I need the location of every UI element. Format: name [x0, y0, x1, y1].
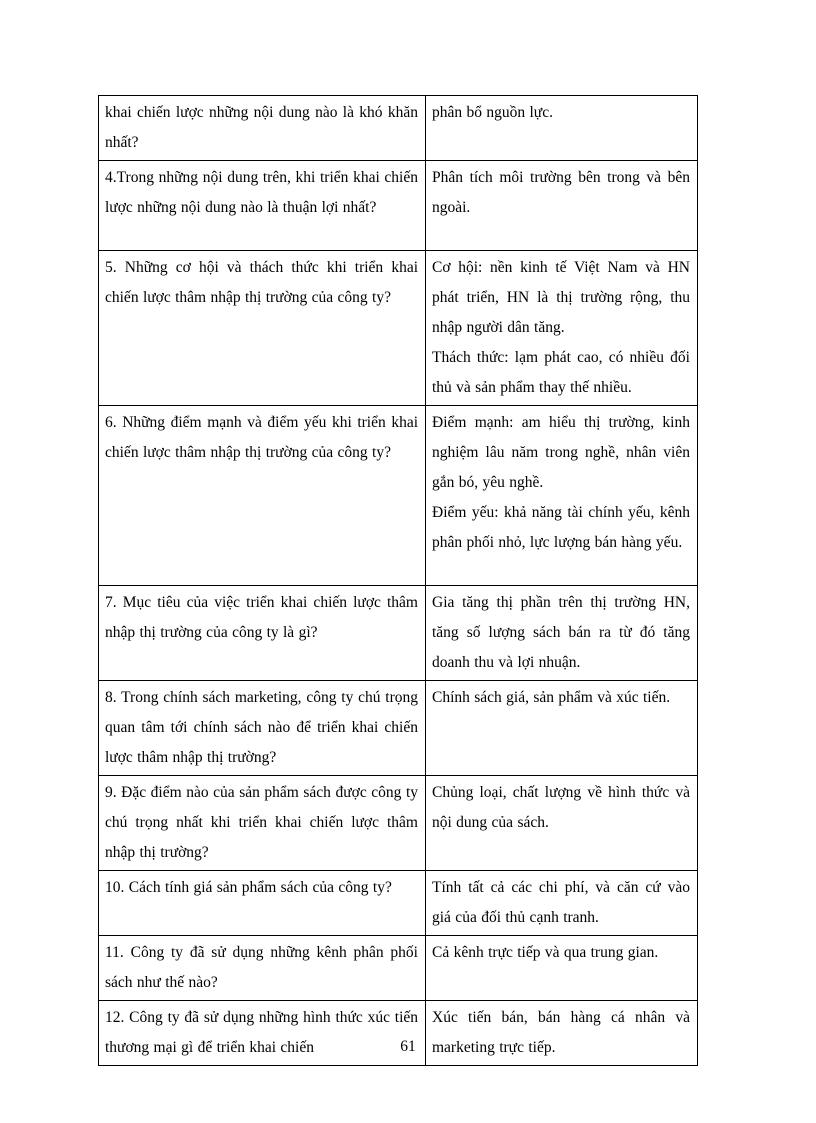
question-cell: 11. Công ty đã sử dụng những kênh phân phối sách như thế nào?	[99, 936, 426, 1001]
answer-text: Chủng loại, chất lượng về hình thức và nội dung của sách.	[432, 784, 690, 831]
answer-challenges: Thách thức: lạm phát cao, có nhiều đối thủ và sản phẩm thay thế nhiều.	[432, 349, 690, 396]
answer-cell	[426, 586, 698, 681]
answer-cell	[426, 406, 698, 586]
answer-weaknesses: Điểm yếu: khả năng tài chính yếu, kênh phân phối nhỏ, lực lượng bán hàng yếu.	[432, 504, 690, 551]
table-row	[99, 586, 698, 681]
answer-cell	[426, 776, 698, 871]
answer-opportunities: Cơ hội: nền kinh tế Việt Nam và HN phát triển, HN là thị trường rộng, thu nhập người dân tăng.	[432, 259, 690, 336]
answer-text: Tính tất cả các chi phí, và căn cứ vào giá của đối thủ cạnh tranh.	[432, 879, 690, 926]
table-row	[99, 251, 698, 406]
answer-cell	[426, 936, 698, 1001]
answer-text: phân bổ nguồn lực.	[432, 104, 553, 121]
answer-cell	[426, 161, 698, 251]
answer-text: Gia tăng thị phần trên thị trường HN, tăng số lượng sách bán ra từ đó tăng doanh thu và lợi nhuận.	[432, 594, 690, 671]
answer-text: Phân tích môi trường bên trong và bên ngoài.	[432, 169, 690, 216]
table-row	[99, 681, 698, 776]
answer-cell	[426, 681, 698, 776]
answer-cell	[426, 871, 698, 936]
question-cell: 8. Trong chính sách marketing, công ty chú trọng quan tâm tới chính sách nào để triển khai chiến lược thâm nhập thị trường?	[99, 681, 426, 776]
question-cell: 12. Công ty đã sử dụng những hình thức xúc tiến thương mại gì để triển khai chiến	[99, 1001, 426, 1066]
interview-table-body	[99, 96, 698, 1066]
question-cell: 10. Cách tính giá sản phẩm sách của công ty?	[99, 871, 426, 936]
answer-cell	[426, 96, 698, 161]
question-cell: 9. Đặc điểm nào của sản phẩm sách được công ty chú trọng nhất khi triển khai chiến lược thâm nhập thị trường?	[99, 776, 426, 871]
interview-table	[98, 95, 698, 1066]
page-number: 61	[400, 1038, 416, 1055]
answer-cell	[426, 251, 698, 406]
table-row	[99, 96, 698, 161]
table-row	[99, 936, 698, 1001]
question-cell: khai chiến lược những nội dung nào là khó khăn nhất?	[99, 96, 426, 161]
table-row	[99, 776, 698, 871]
table-row	[99, 161, 698, 251]
answer-strengths: Điểm mạnh: am hiểu thị trường, kinh nghiệm lâu năm trong nghề, nhân viên gắn bó, yêu nghề.	[432, 414, 690, 491]
answer-text: Cả kênh trực tiếp và qua trung gian.	[432, 944, 659, 961]
table-row	[99, 406, 698, 586]
answer-text: Chính sách giá, sản phẩm và xúc tiến.	[432, 689, 671, 706]
question-cell: 6. Những điểm mạnh và điểm yếu khi triển khai chiến lược thâm nhập thị trường của công ty?	[99, 406, 426, 586]
table-row	[99, 871, 698, 936]
question-cell: 5. Những cơ hội và thách thức khi triển khai chiến lược thâm nhập thị trường của công ty?	[99, 251, 426, 406]
answer-text: Xúc tiến bán, bán hàng cá nhân và marketing trực tiếp.	[432, 1009, 690, 1056]
question-cell: 4.Trong những nội dung trên, khi triển khai chiến lược những nội dung nào là thuận lợi nhất?	[99, 161, 426, 251]
question-cell: 7. Mục tiêu của việc triển khai chiến lược thâm nhập thị trường của công ty là gì?	[99, 586, 426, 681]
